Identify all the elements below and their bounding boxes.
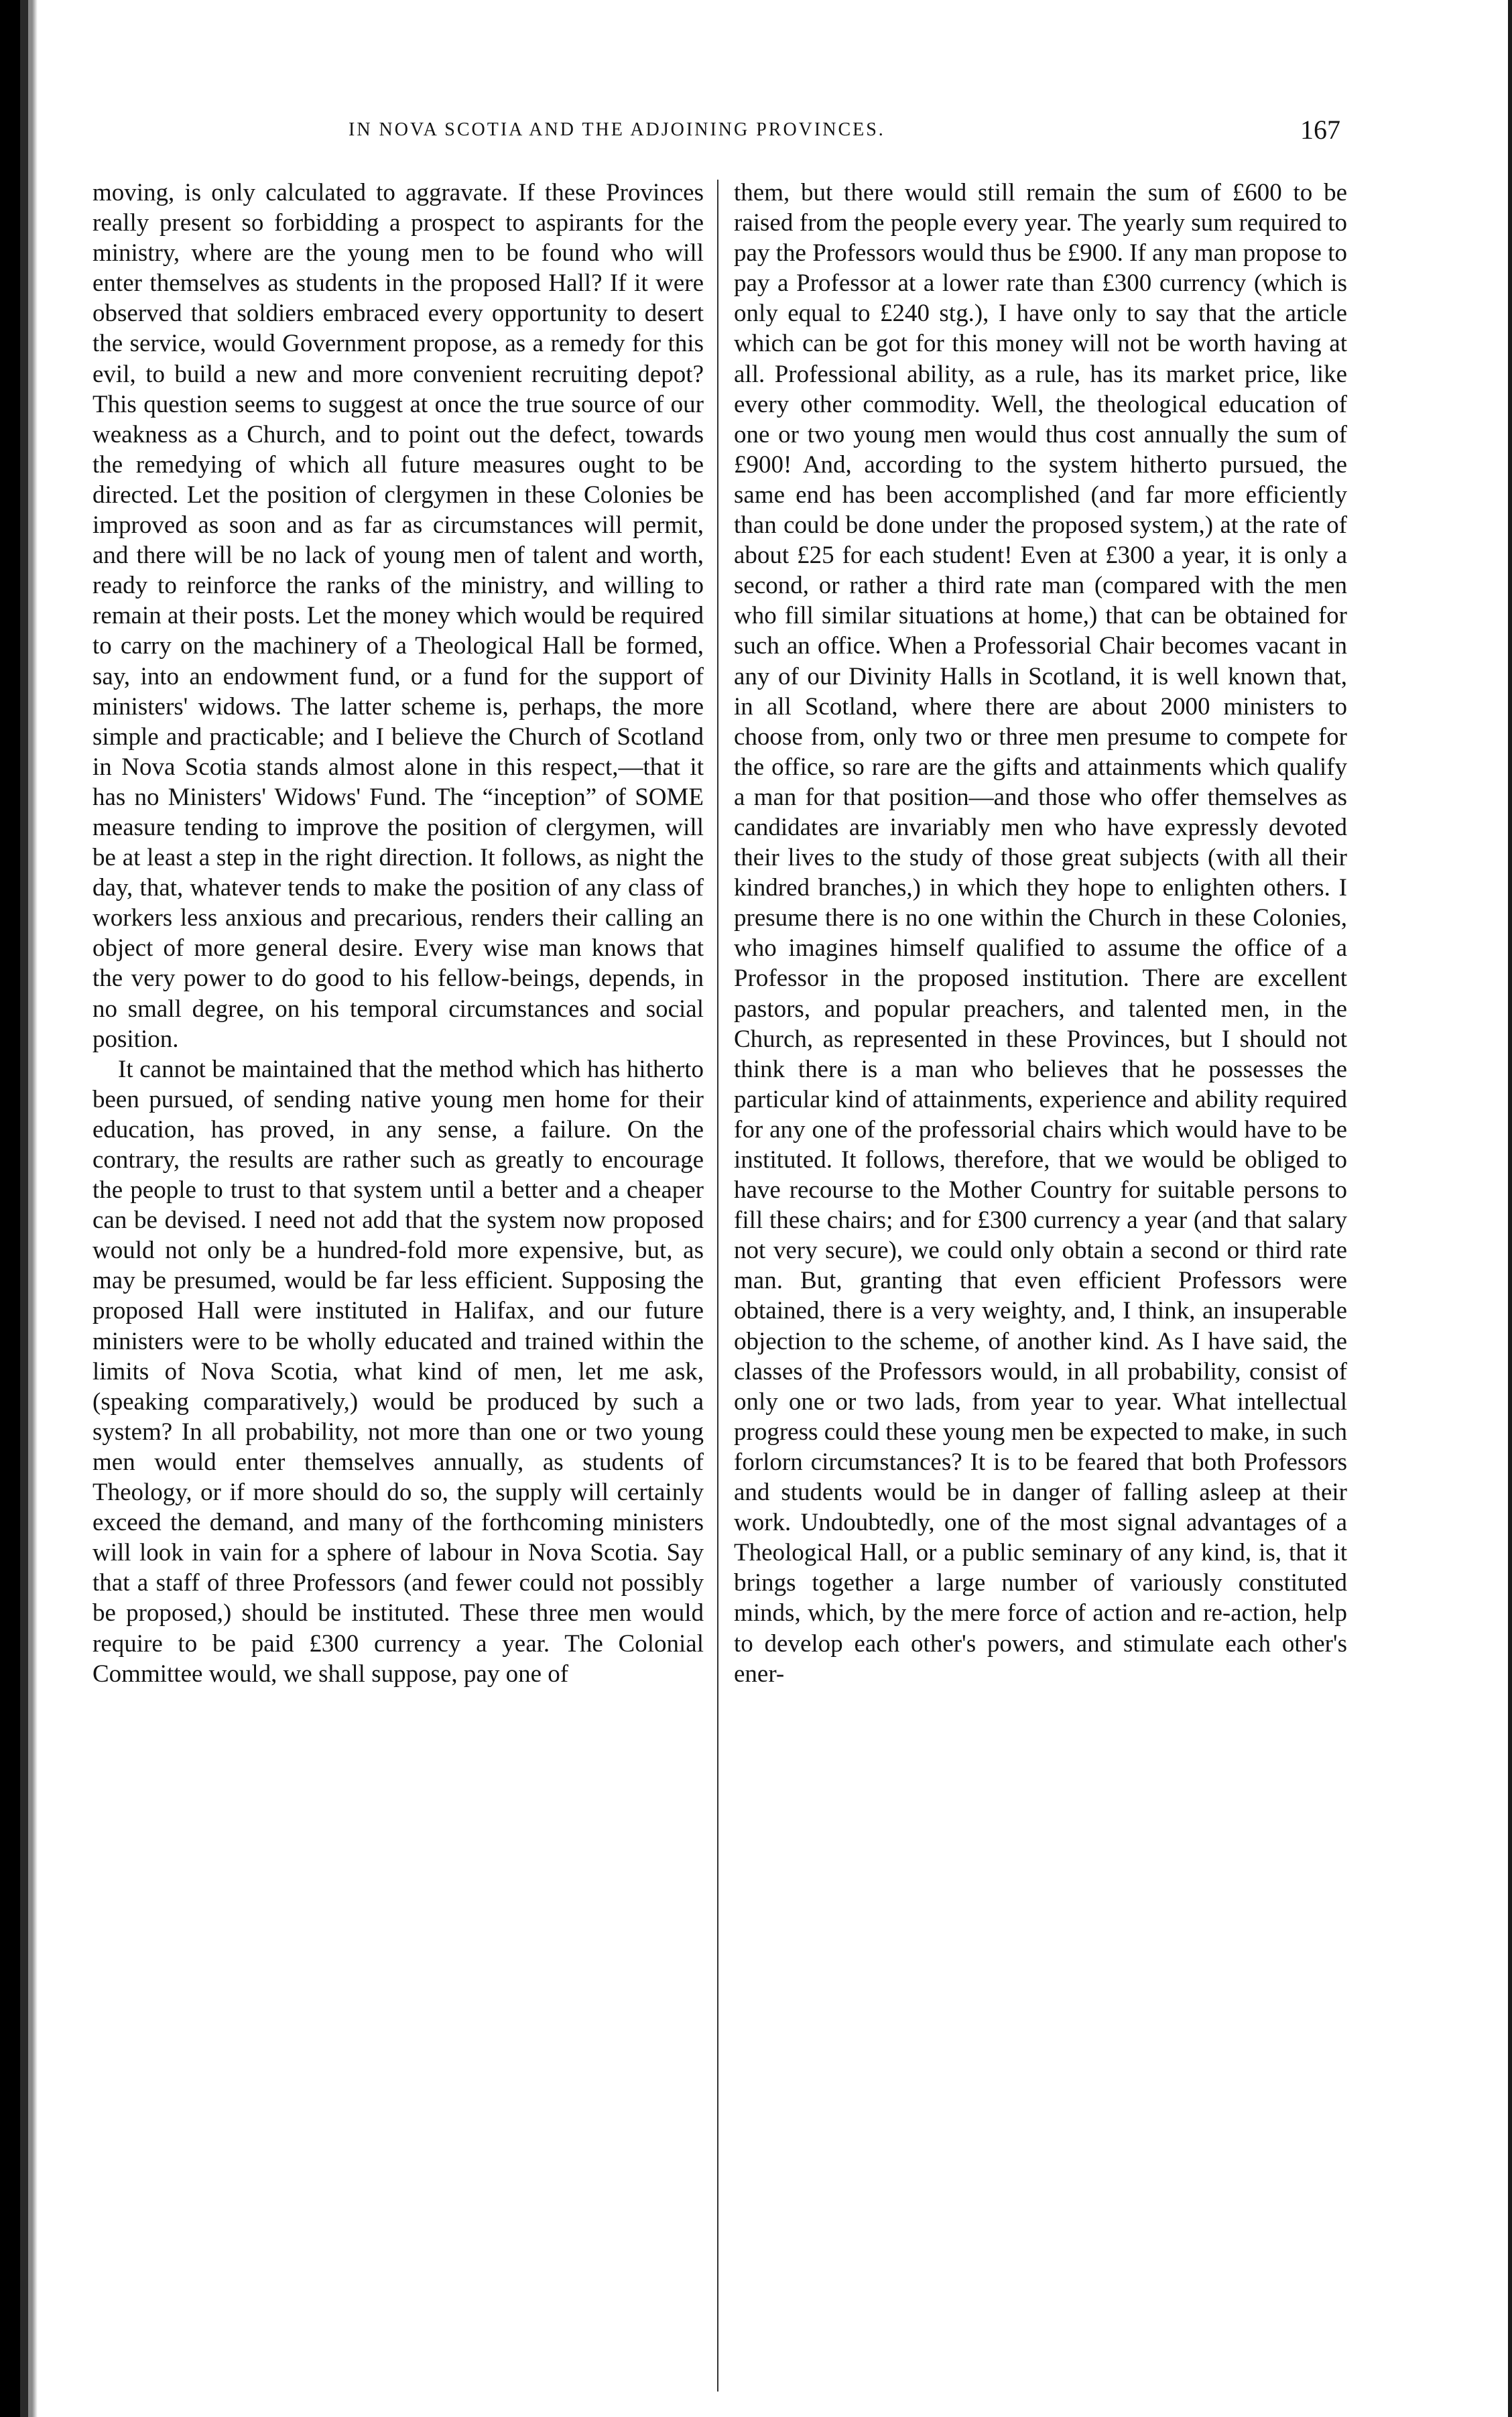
scan-right-edge <box>1508 0 1512 2417</box>
right-column <box>734 178 1347 2396</box>
running-head: IN NOVA SCOTIA AND THE ADJOINING PROVINCES. <box>349 119 885 140</box>
column-divider <box>717 180 718 2392</box>
scan-binding-edge <box>0 0 38 2417</box>
left-column <box>92 178 704 2396</box>
left-paragraph-2: It cannot be maintained that the method which has hitherto been pursued, of sending native young men home for their education, has proved, in any sense, a failure. On the contrary, the results are rather such as greatly to encourage the people to trust to that system until a better and a cheaper can be devised. I need not add that the system now proposed would not only be a hundred-fold more expensive, but, as may be presumed, would be far less efficient. Supposing the proposed Hall were instituted in Halifax, and our future ministers were to be wholly educated and trained within the limits of Nova Scotia, what kind of men, let me ask, (speaking comparatively,) would be produced by such a system? In all probability, not more than one or two young men would enter themselves annually, as students of Theology, or if more should do so, the supply will certainly exceed the demand, and many of the forthcoming ministers will look in vain for a sphere of labour in Nova Scotia. Say that a staff of three Professors (and fewer could not possibly be proposed,) should be instituted. These three men would require to be paid £300 currency a year. The Colonial Committee would, we shall suppose, pay one of <box>92 1055 704 1688</box>
left-paragraph-1: moving, is only calculated to aggravate. If these Provinces really present so forbidding a prospect to aspirants for the ministry, where are the young men to be found who will enter themselves as students in the proposed Hall? If it were observed that soldiers embraced every opportunity to desert the service, would Government propose, as a remedy for this evil, to build a new and more convenient recruiting depot? This question seems to suggest at once the true source of our weakness as a Church, and to point out the defect, towards the remedying of which all future measures ought to be directed. Let the position of clergymen in these Colonies be improved as soon and as far as circumstances will permit, and there will be no lack of young men of talent and worth, ready to reinforce the ranks of the ministry, and willing to remain at their posts. Let the money which would be required to carry on the machinery of a Theological Hall be formed, say, into an endowment fund, or a fund for the support of ministers' widows. The latter scheme is, perhaps, the more simple and practicable; and I believe the Church of Scotland in Nova Scotia stands almost alone in this respect,—that it has no Ministers' Widows' Fund. The “inception” of SOME measure tending to improve the position of clergymen, will be at least a step in the right direction. It follows, as night the day, that, whatever tends to make the position of any class of workers less anxious and precarious, renders their calling an object of more general desire. Every wise man knows that the very power to do good to his fellow-beings, depends, in no small degree, on his temporal circumstances and social position. <box>92 179 704 1053</box>
page-number: 167 <box>1300 115 1340 145</box>
page-header <box>349 114 1340 154</box>
right-paragraph-1: them, but there would still remain the sum of £600 to be raised from the people every year. The yearly sum required to pay the Professors would thus be £900. If any man propose to pay a Professor at a lower rate than £300 currency (which is only equal to £240 stg.), I have only to say that the article which can be got for this money will not be worth having at all. Professional ability, as a rule, has its market price, like every other commodity. Well, the theological education of one or two young men would thus cost annually the sum of £900! And, according to the system hitherto pursued, the same end has been accomplished (and far more efficiently than could be done under the proposed system,) at the rate of about £25 for each student! Even at £300 a year, it is only a second, or rather a third rate man (compared with the men who fill similar situations at home,) that can be obtained for such an office. When a Professorial Chair becomes vacant in any of our Divinity Halls in Scotland, it is well known that, in all Scotland, where there are about 2000 ministers to choose from, only two or three men presume to compete for the office, so rare are the gifts and attainments which qualify a man for that position—and those who offer themselves as candidates are invariably men who have expressly devoted their lives to the study of those great subjects (with all their kindred branches,) in which they hope to enlighten others. I presume there is no one within the Church in these Colonies, who imagines himself qualified to assume the office of a Professor in the proposed institution. There are excellent pastors, and popular preachers, and talented men, in the Church, as represented in these Provinces, but I should not think there is a man who believes that he possesses the particular kind of attainments, experience and ability required for any one of the professorial chairs which would have to be instituted. It follows, therefore, that we would be obliged to have recourse to the Mother Country for suitable persons to fill these chairs; and for £300 currency a year (and that salary not very secure), we could only obtain a second or third rate man. But, granting that even efficient Professors were obtained, there is a very weighty, and, I think, an insuperable objection to the scheme, of another kind. As I have said, the classes of the Professors would, in all probability, consist of only one or two lads, from year to year. What intellectual progress could these young men be expected to make, in such forlorn circumstances? It is to be feared that both Professors and students would be in danger of falling asleep at their work. Undoubtedly, one of the most signal advantages of a Theological Hall, or a public seminary of any kind, is, that it brings together a large number of variously constituted minds, which, by the mere force of action and re-action, help to develop each other's powers, and stimulate each other's ener- <box>734 179 1347 1688</box>
